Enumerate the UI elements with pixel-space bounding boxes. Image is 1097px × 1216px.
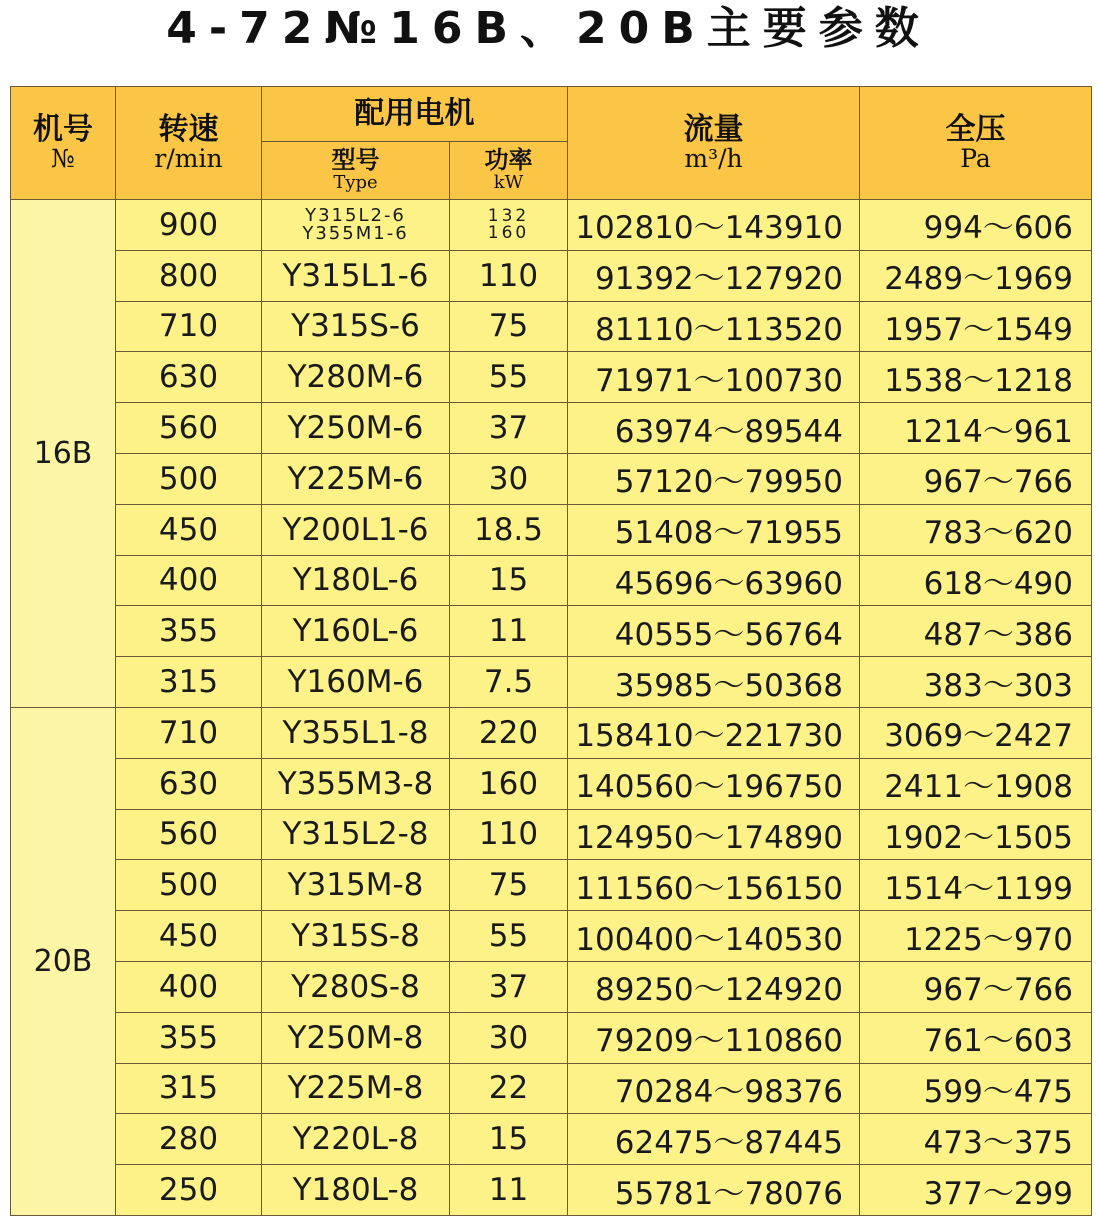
table-row <box>11 352 1092 403</box>
power-cell: 7.5 <box>450 657 568 708</box>
power-cell: 30 <box>450 453 568 504</box>
header-machine-cn: 机号 <box>33 112 93 148</box>
header-pressure-cn: 全压 <box>945 112 1006 148</box>
motor-type-cell-line: Y315L2-6 <box>305 204 406 226</box>
power-cell: 37 <box>450 403 568 454</box>
power-cell: 160 <box>450 758 568 809</box>
power-cell: 30 <box>450 1012 568 1063</box>
motor-type-cell: Y355L1-8 <box>262 707 450 758</box>
power-cell: 11 <box>450 1165 568 1216</box>
pressure-cell: 1214～961 <box>860 403 1092 454</box>
power-cell: 11 <box>450 606 568 657</box>
machine-cell: 20B <box>11 707 116 1215</box>
speed-cell: 560 <box>116 809 262 860</box>
motor-type-cell: Y225M-6 <box>262 453 450 504</box>
motor-type-cell: Y315L2-8 <box>262 809 450 860</box>
motor-type-cell: Y315L1-6 <box>262 250 450 301</box>
power-cell: 75 <box>450 860 568 911</box>
pressure-cell: 618～490 <box>860 555 1092 606</box>
pressure-cell: 761～603 <box>860 1012 1092 1063</box>
table-row <box>11 250 1092 301</box>
table-row <box>11 657 1092 708</box>
pressure-cell: 3069～2427 <box>860 707 1092 758</box>
flow-cell: 40555～56764 <box>568 606 860 657</box>
flow-cell: 89250～124920 <box>568 961 860 1012</box>
pressure-cell: 994～606 <box>860 200 1092 251</box>
power-cell: 15 <box>450 555 568 606</box>
speed-cell: 355 <box>116 606 262 657</box>
speed-cell: 900 <box>116 200 262 251</box>
header-type <box>262 142 450 200</box>
power-cell <box>450 200 568 251</box>
pressure-cell: 2489～1969 <box>860 250 1092 301</box>
table-body <box>11 200 1092 1216</box>
flow-cell: 81110～113520 <box>568 301 860 352</box>
flow-cell: 45696～63960 <box>568 555 860 606</box>
power-cell-line: 160 <box>487 222 530 243</box>
power-cell: 22 <box>450 1063 568 1114</box>
table-row <box>11 1012 1092 1063</box>
motor-type-cell: Y180L-8 <box>262 1165 450 1216</box>
speed-cell: 280 <box>116 1114 262 1165</box>
header-flow <box>568 87 860 200</box>
motor-type-cell: Y315S-8 <box>262 911 450 962</box>
flow-cell: 111560～156150 <box>568 860 860 911</box>
motor-type-cell: Y200L1-6 <box>262 504 450 555</box>
flow-cell: 102810～143910 <box>568 200 860 251</box>
speed-cell: 710 <box>116 707 262 758</box>
header-power-unit: kW <box>493 171 524 193</box>
flow-cell: 63974～89544 <box>568 403 860 454</box>
pressure-cell: 473～375 <box>860 1114 1092 1165</box>
header-pressure <box>860 87 1092 200</box>
pressure-cell: 383～303 <box>860 657 1092 708</box>
speed-cell: 400 <box>116 961 262 1012</box>
motor-type-cell: Y180L-6 <box>262 555 450 606</box>
spec-table <box>10 86 1092 1216</box>
flow-cell: 124950～174890 <box>568 809 860 860</box>
speed-cell: 355 <box>116 1012 262 1063</box>
flow-cell: 100400～140530 <box>568 911 860 962</box>
power-cell: 220 <box>450 707 568 758</box>
table-row <box>11 1165 1092 1216</box>
header-pressure-unit: Pa <box>960 143 991 173</box>
power-cell: 75 <box>450 301 568 352</box>
motor-type-cell: Y250M-8 <box>262 1012 450 1063</box>
power-cell-line: 132 <box>487 205 530 226</box>
table-row <box>11 809 1092 860</box>
motor-type-cell: Y160L-6 <box>262 606 450 657</box>
power-cell: 18.5 <box>450 504 568 555</box>
header-power <box>450 142 568 200</box>
pressure-cell: 1902～1505 <box>860 809 1092 860</box>
flow-cell: 158410～221730 <box>568 707 860 758</box>
motor-type-cell: Y250M-6 <box>262 403 450 454</box>
pressure-cell: 783～620 <box>860 504 1092 555</box>
speed-cell: 710 <box>116 301 262 352</box>
flow-cell: 51408～71955 <box>568 504 860 555</box>
flow-cell: 70284～98376 <box>568 1063 860 1114</box>
table-row <box>11 403 1092 454</box>
header-speed-unit: r/min <box>154 143 223 173</box>
table-row <box>11 758 1092 809</box>
table-row <box>11 707 1092 758</box>
power-cell: 110 <box>450 809 568 860</box>
pressure-cell: 1957～1549 <box>860 301 1092 352</box>
flow-cell: 140560～196750 <box>568 758 860 809</box>
speed-cell: 630 <box>116 758 262 809</box>
header-type-en: Type <box>333 171 378 193</box>
pressure-cell: 599～475 <box>860 1063 1092 1114</box>
header-speed-cn: 转速 <box>158 112 219 148</box>
pressure-cell: 1225～970 <box>860 911 1092 962</box>
power-cell: 15 <box>450 1114 568 1165</box>
speed-cell: 250 <box>116 1165 262 1216</box>
table-row <box>11 961 1092 1012</box>
speed-cell: 450 <box>116 911 262 962</box>
header-motor-group: 配用电机 <box>262 87 568 142</box>
table-row <box>11 453 1092 504</box>
motor-type-cell <box>262 200 450 251</box>
table-row <box>11 555 1092 606</box>
motor-type-cell: Y355M3-8 <box>262 758 450 809</box>
motor-type-cell: Y315S-6 <box>262 301 450 352</box>
power-cell: 110 <box>450 250 568 301</box>
table-row <box>11 860 1092 911</box>
power-cell: 55 <box>450 352 568 403</box>
speed-cell: 450 <box>116 504 262 555</box>
motor-type-cell: Y225M-8 <box>262 1063 450 1114</box>
table-row <box>11 1114 1092 1165</box>
motor-type-cell: Y315M-8 <box>262 860 450 911</box>
motor-type-cell: Y220L-8 <box>262 1114 450 1165</box>
flow-cell: 57120～79950 <box>568 453 860 504</box>
header-flow-unit: m³/h <box>684 143 743 173</box>
flow-cell: 55781～78076 <box>568 1165 860 1216</box>
header-speed <box>116 87 262 200</box>
table-row <box>11 606 1092 657</box>
table-header <box>11 87 1092 200</box>
header-machine <box>11 87 116 200</box>
flow-cell: 91392～127920 <box>568 250 860 301</box>
speed-cell: 315 <box>116 1063 262 1114</box>
speed-cell: 500 <box>116 453 262 504</box>
speed-cell: 630 <box>116 352 262 403</box>
motor-type-cell: Y280M-6 <box>262 352 450 403</box>
flow-cell: 35985～50368 <box>568 657 860 708</box>
table-row <box>11 301 1092 352</box>
machine-cell: 16B <box>11 200 116 708</box>
pressure-cell: 967～766 <box>860 453 1092 504</box>
speed-cell: 800 <box>116 250 262 301</box>
flow-cell: 71971～100730 <box>568 352 860 403</box>
power-cell: 37 <box>450 961 568 1012</box>
motor-type-cell: Y160M-6 <box>262 657 450 708</box>
pressure-cell: 377～299 <box>860 1165 1092 1216</box>
flow-cell: 79209～110860 <box>568 1012 860 1063</box>
pressure-cell: 967～766 <box>860 961 1092 1012</box>
motor-type-cell: Y280S-8 <box>262 961 450 1012</box>
table-row <box>11 200 1092 251</box>
pressure-cell: 487～386 <box>860 606 1092 657</box>
flow-cell: 62475～87445 <box>568 1114 860 1165</box>
table-row <box>11 911 1092 962</box>
page-title: 4-72№16B、20B主要参数 <box>166 3 931 54</box>
header-machine-en: № <box>51 143 75 173</box>
speed-cell: 400 <box>116 555 262 606</box>
pressure-cell: 1514～1199 <box>860 860 1092 911</box>
speed-cell: 315 <box>116 657 262 708</box>
motor-type-cell-line: Y355M1-6 <box>302 222 409 244</box>
table-row <box>11 504 1092 555</box>
header-type-cn: 型号 <box>331 146 380 175</box>
table-row <box>11 1063 1092 1114</box>
power-cell: 55 <box>450 911 568 962</box>
header-power-cn: 功率 <box>484 146 533 175</box>
speed-cell: 500 <box>116 860 262 911</box>
speed-cell: 560 <box>116 403 262 454</box>
pressure-cell: 1538～1218 <box>860 352 1092 403</box>
pressure-cell: 2411～1908 <box>860 758 1092 809</box>
header-flow-cn: 流量 <box>683 112 744 148</box>
